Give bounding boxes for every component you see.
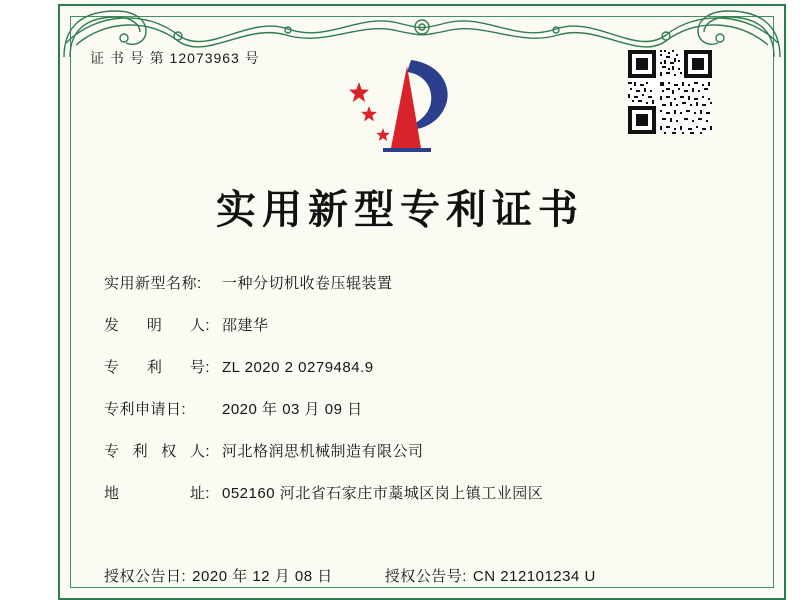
grant-number-value: CN 212101234 U — [472, 568, 596, 585]
label-char: 权 — [161, 443, 177, 460]
certificate-fields — [104, 272, 740, 524]
label-char: 专 — [104, 359, 120, 376]
field-row-patentee — [104, 440, 740, 461]
field-value-invention-name: 一种分切机收卷压辊装置 — [222, 275, 393, 292]
label-char: 发 — [104, 317, 120, 334]
patent-emblem-icon — [345, 52, 465, 162]
field-row-application-date — [104, 398, 740, 419]
field-row-inventor — [104, 314, 740, 335]
grant-date-label: 授权公告日: — [104, 568, 187, 585]
label-char: 人: — [189, 443, 210, 460]
field-label-address — [104, 482, 222, 503]
field-label-inventor — [104, 314, 222, 335]
label-char: 明 — [146, 317, 163, 334]
label-char: 专 — [104, 443, 120, 460]
field-row-invention-name — [104, 272, 740, 293]
label-char: 号: — [189, 359, 210, 376]
grant-date-group — [104, 565, 333, 586]
label-char: 址: — [189, 485, 210, 502]
field-value-inventor: 邵建华 — [222, 317, 269, 334]
label-char: 利 — [146, 359, 163, 376]
grant-number-group — [385, 565, 596, 586]
grant-number-label: 授权公告号: — [384, 568, 467, 585]
field-value-application-date: 2020 年 03 月 09 日 — [222, 401, 363, 418]
field-label-patent-number — [104, 356, 222, 377]
certificate-footer — [104, 565, 740, 586]
grant-date-value: 2020 年 12 月 08 日 — [192, 568, 333, 585]
label-char: 人: — [189, 317, 210, 334]
field-label-patentee — [104, 440, 222, 461]
certificate-number: 证 书 号 第 12073963 号 — [90, 50, 260, 66]
field-label-application-date: 专利申请日: — [104, 401, 187, 418]
label-char: 利 — [132, 443, 149, 460]
field-row-address — [104, 482, 740, 503]
field-row-patent-number — [104, 356, 740, 377]
page-left-margin — [0, 0, 58, 600]
label-char: 地 — [104, 485, 120, 502]
field-value-address: 052160 河北省石家庄市藁城区岗上镇工业园区 — [222, 485, 544, 502]
page-title: 实用新型专利证书 — [216, 186, 584, 233]
field-value-patentee: 河北格润思机械制造有限公司 — [222, 443, 424, 460]
page-right-margin — [786, 0, 800, 600]
field-label-invention-name: 实用新型名称: — [104, 275, 202, 292]
field-value-patent-number: ZL 2020 2 0279484.9 — [222, 359, 374, 376]
qr-code-icon — [628, 50, 712, 134]
